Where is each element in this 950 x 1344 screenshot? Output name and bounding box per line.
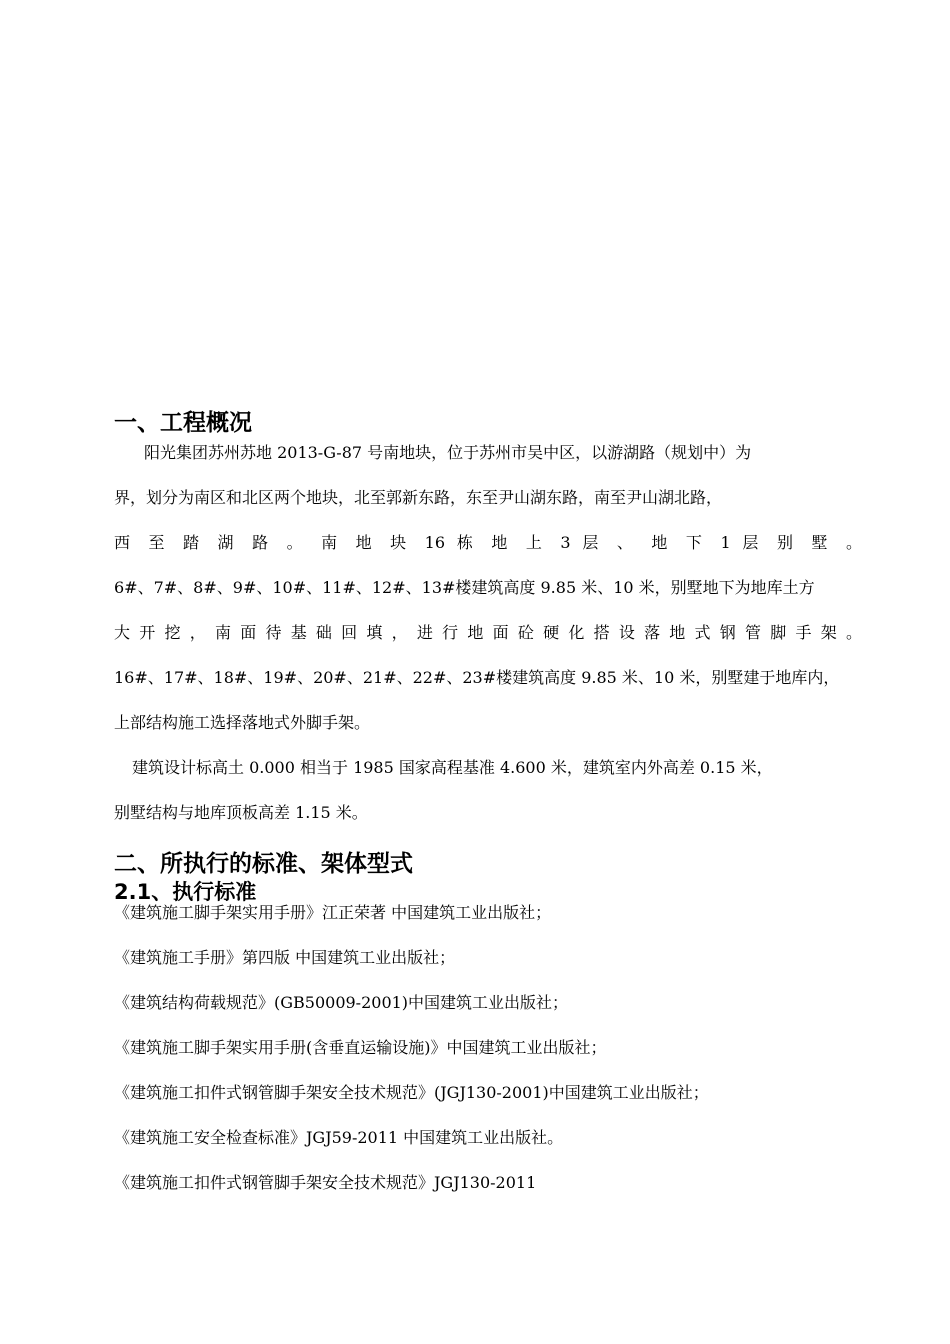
paragraph-line: 西 至 踏 湖 路 。 南 地 块 16 栋 地 上 3 层 、 地 下 1 层 别 墅 。 (114, 533, 862, 552)
subsection-heading-standards: 2.1、执行标准 (114, 880, 257, 904)
reference-item: 《建筑施工脚手架实用手册(含垂直运输设施)》中国建筑工业出版社； (114, 1038, 607, 1057)
paragraph-line: 建筑设计标高土 0.000 相当于 1985 国家高程基准 4.600 米，建筑室内外高差 0.15 米， (132, 758, 773, 777)
paragraph-line: 上部结构施工选择落地式外脚手架。 (114, 713, 371, 732)
spacer (114, 835, 862, 849)
paragraph-line: 界，划分为南区和北区两个地块，北至郭新东路，东至尹山湖东路，南至尹山湖北路， (114, 488, 723, 507)
reference-item: 《建筑施工扣件式钢管脚手架安全技术规范》(JGJ130-2001)中国建筑工业出版社； (114, 1083, 709, 1102)
paragraph-line: 阳光集团苏州苏地 2013-G-87 号南地块，位于苏州市吴中区，以游湖路（规划中）为 (144, 443, 752, 462)
reference-item: 《建筑施工扣件式钢管脚手架安全技术规范》JGJ130-2011 (114, 1173, 537, 1192)
elevation-paragraph (114, 745, 862, 835)
paragraph-line: 16#、17#、18#、19#、20#、21#、22#、23#楼建筑高度 9.85 米、10 米，别墅建于地库内， (114, 668, 840, 687)
reference-item: 《建筑施工脚手架实用手册》江正荣著 中国建筑工业出版社； (114, 903, 552, 922)
reference-item: 《建筑施工手册》第四版 中国建筑工业出版社； (114, 948, 456, 967)
reference-item: 《建筑结构荷载规范》(GB50009-2001)中国建筑工业出版社； (114, 993, 569, 1012)
reference-list (114, 902, 862, 1217)
reference-item: 《建筑施工安全检查标准》JGJ59-2011 中国建筑工业出版社。 (114, 1128, 564, 1147)
document-body (114, 408, 862, 1217)
paragraph-line: 大 开 挖 ， 南 面 待 基 础 回 填 ， 进 行 地 面 砼 硬 化 搭 设 落 地 式 钢 管 脚 手 架 。 (114, 623, 862, 642)
section-heading-standards: 二、所执行的标准、架体型式 (114, 851, 413, 877)
section-heading-project-overview: 一、工程概况 (114, 410, 252, 436)
paragraph-line: 6#、7#、8#、9#、10#、11#、12#、13#楼建筑高度 9.85 米、10 米，别墅地下为地库土方 (114, 578, 815, 597)
paragraph-line: 别墅结构与地库顶板高差 1.15 米。 (114, 803, 368, 822)
project-overview-paragraph (114, 430, 862, 745)
